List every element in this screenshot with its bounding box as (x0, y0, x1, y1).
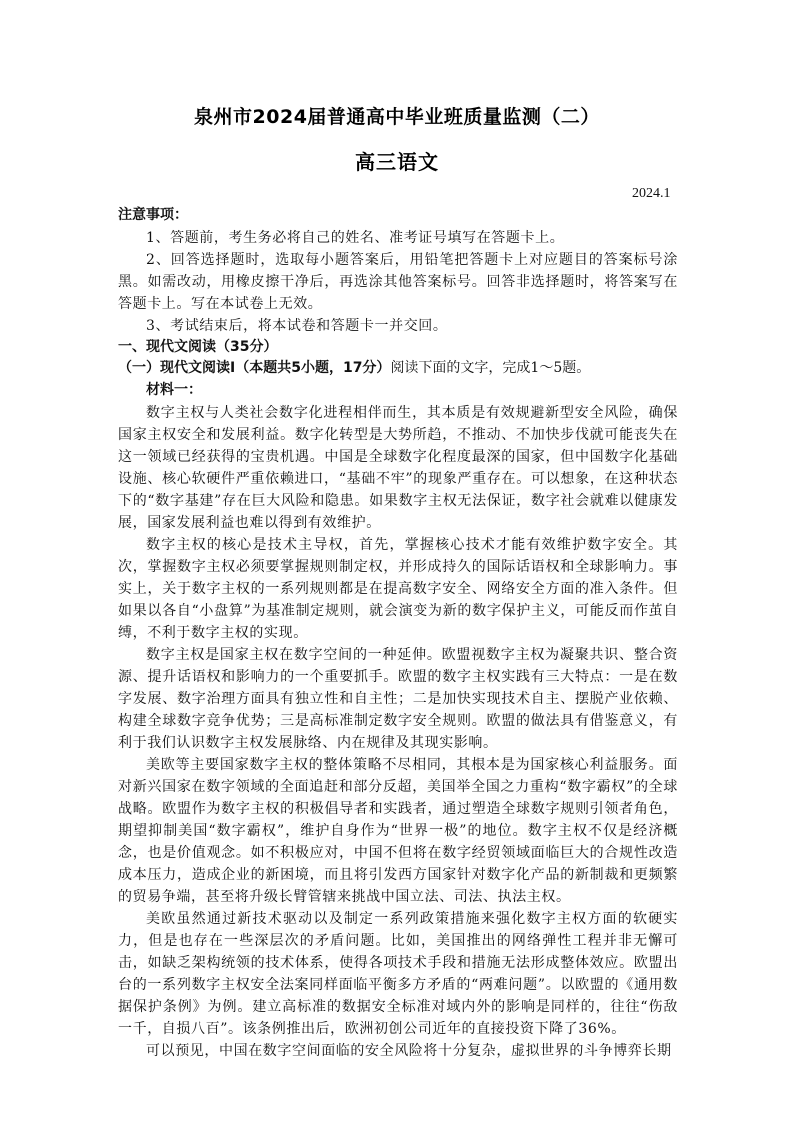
sub-section-instruction: 阅读下面的文字，完成1～5题。 (390, 360, 591, 376)
notice-item: 2、回答选择题时，选取每小题答案后，用铅笔把答题卡上对应题目的答案标号涂黑。如需改动，用橡皮擦干净后，再选涂其他答案标号。回答非选择题时，将答案写在答题卡上。写在本试卷上无效。 (118, 251, 678, 312)
exam-date: 2024.1 (632, 186, 671, 201)
sub-section-heading (118, 358, 678, 380)
passage-paragraph: 数字主权是国家主权在数字空间的一种延伸。欧盟视数字主权为凝聚共识、整合资源、提升话语权和影响力的一个重要抓手。欧盟的数字主权实践有三大特点：一是在数字发展、数字治理方面具有独立性和自主性；二是加快实现技术自主、摆脱产业依赖、构建全球数字竞争优势；三是高标准制定数字安全规则。欧盟的做法具有借鉴意义，有利于我们认识数字主权发展脉络、内在规律及其现实影响。 (118, 647, 678, 751)
page-title: 泉州市2024届普通高中毕业班质量监测（二） (194, 106, 600, 128)
passage-paragraph: 数字主权的核心是技术主导权，首先，掌握核心技术才能有效维护数字安全。其次，掌握数字主权必须要掌握规则制定权，并形成持久的国际话语权和全球影响力。事实上，关于数字主权的一系列规则都是在提高数字安全、网络安全方面的准入条件。但如果以各自“小盘算”为基准制定规则，就会演变为新的数字保护主义，可能反而作茧自缚，不利于数字主权的实现。 (118, 537, 678, 641)
section-heading: 一、现代文阅读（35分） (118, 338, 278, 355)
notice-item: 3、考试结束后，将本试卷和答题卡一并交回。 (146, 317, 448, 334)
passage-paragraph: 数字主权与人类社会数字化进程相伴而生，其本质是有效规避新型安全风险，确保国家主权安全和发展利益。数字化转型是大势所趋，不推动、不加快步伐就可能丧失在这一领域已经获得的宝贵机遇。中国是全球数字化程度最深的国家，但中国数字化基础设施、核心软硬件严重依赖进口，“基础不牢”的现象严重存在。可以想象，在这种状态下的“数字基建”存在巨大风险和隐患。如果数字主权无法保证，数字社会就难以健康发展，国家发展利益也难以得到有效维护。 (118, 405, 678, 531)
passage-paragraph: 美欧虽然通过新技术驱动以及制定一系列政策措施来强化数字主权方面的软硬实力，但是也存在一些深层次的矛盾问题。比如，美国推出的网络弹性工程并非无懈可击，如缺乏架构统领的技术体系，使得各项技术手段和措施无法形成整体效应。欧盟出台的一系列数字主权安全法案同样面临平衡多方矛盾的“两难问题”。以欧盟的《通用数据保护条例》为例。建立高标准的数据安全标准对域内外的影响是同样的，往往“伤敌一千，自损八百”。该条例推出后，欧洲初创公司近年的直接投资下降了36%。 (118, 911, 678, 1037)
passage-paragraph: 可以预见，中国在数字空间面临的安全风险将十分复杂，虚拟世界的斗争博弈长期 (146, 1043, 672, 1059)
exam-body (118, 205, 678, 1062)
notice-heading: 注意事项： (118, 207, 188, 223)
sub-section-heading-bold: （一）现代文阅读Ⅰ（本题共5小题，17分） (118, 360, 391, 376)
notice-item: 1、答题前，考生务必将自己的姓名、准考证号填写在答题卡上。 (146, 229, 565, 246)
subject-title: 高三语文 (355, 150, 439, 174)
passage-paragraph: 美欧等主要国家数字主权的整体策略不尽相同，其根本是为国家核心利益服务。面对新兴国家在数字领域的全面追赶和部分反超，美国举全国之力重构“数字霸权”的全球战略。欧盟作为数字主权的积极倡导者和实践者，通过塑造全球数字规则引领者角色，期望抑制美国“数字霸权”，维护自身作为“世界一极”的地位。数字主权不仅是经济概念，也是价值观念。如不积极应对，中国不但将在数字经贸领域面临巨大的合规性改造成本压力，造成企业的新困境，而且将引发西方国家针对数字化产品的新制裁和更频繁的贸易争端，甚至将升级长臂管辖来挑战中国立法、司法、执法主权。 (118, 757, 678, 905)
material-label: 材料一： (146, 381, 202, 398)
